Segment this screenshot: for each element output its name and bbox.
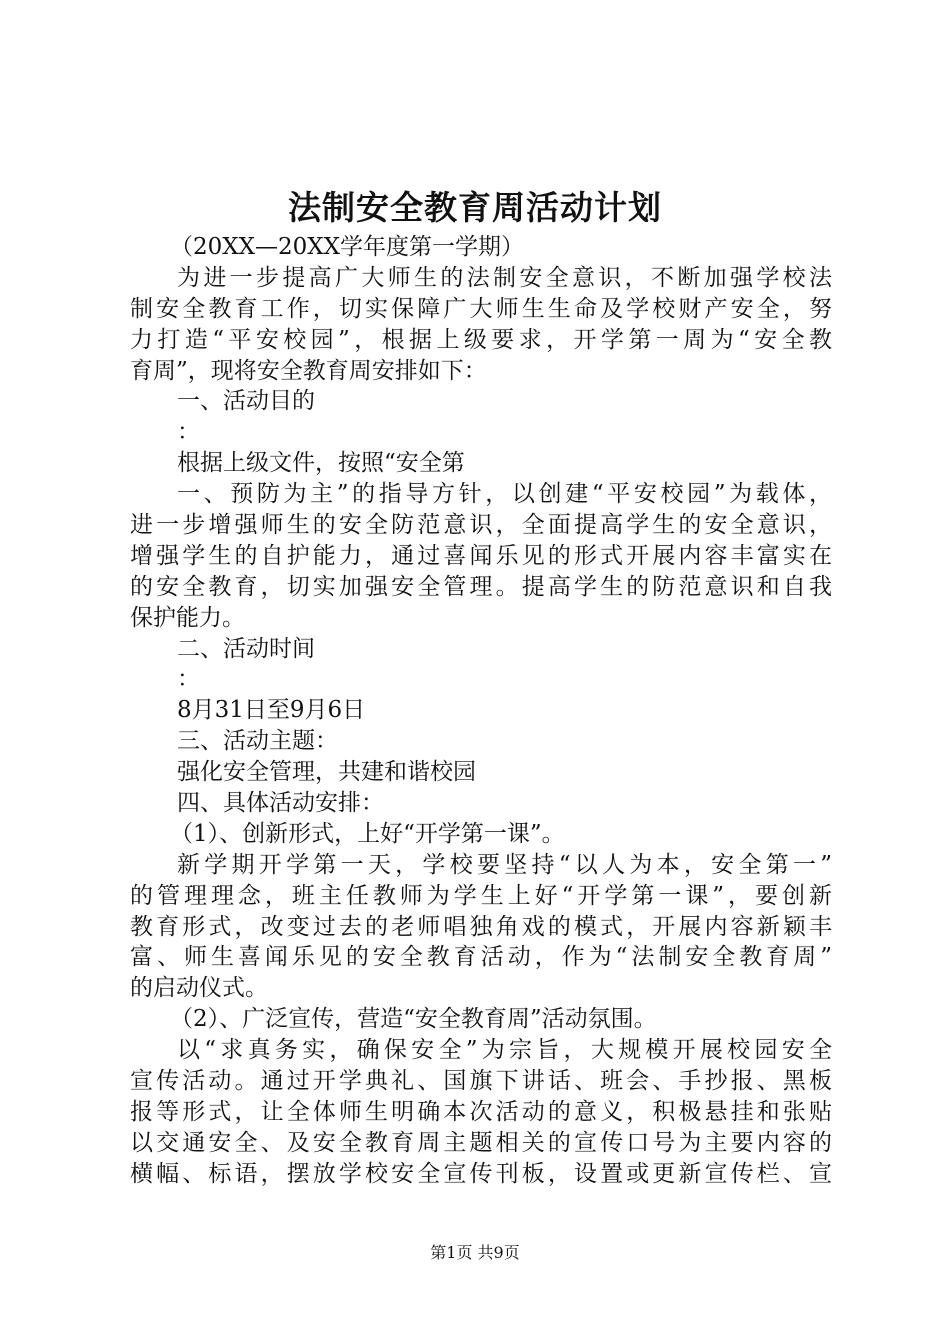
document-title: 法制安全教育周活动计划 (288, 188, 662, 227)
body-line: 报等形式，让全体师生明确本次活动的意义，积极悬挂和张贴 (130, 1098, 832, 1125)
section-heading: 四、具体活动安排： (177, 790, 384, 817)
body-line: 增强学生的自护能力，通过喜闻乐见的形式开展内容丰富实在 (130, 542, 832, 569)
subsection-heading: （2）、广泛宣传，营造“安全教育周”活动氛围。 (170, 1006, 657, 1033)
body-line: 为进一步提高广大师生的法制安全意识，不断加强学校法 (177, 264, 832, 291)
section-heading: 一、活动目的 (177, 388, 315, 415)
body-line: 根据上级文件，按照“安全第 (177, 450, 465, 477)
body-line: 新学期开学第一天，学校要坚持“以人为本，安全第一” (177, 851, 832, 878)
body-line: 制安全教育工作，切实保障广大师生生命及学校财产安全，努 (130, 295, 832, 322)
document-body (130, 232, 832, 1190)
section-heading: 三、活动主题： (177, 728, 338, 755)
body-line: 以“求真务实，确保安全”为宗旨，大规模开展校园安全 (177, 1037, 832, 1064)
body-line: ： (177, 419, 200, 446)
body-line: 宣传活动。通过开学典礼、国旗下讲话、班会、手抄报、黑板 (130, 1068, 832, 1095)
body-line: 一、预防为主”的指导方针，以创建“平安校园”为载体， (177, 481, 832, 508)
body-line: 富、师生喜闻乐见的安全教育活动，作为“法制安全教育周” (130, 944, 832, 971)
body-line: 的管理理念，班主任教师为学生上好“开学第一课”，要创新 (130, 882, 832, 909)
body-line: 的启动仪式。 (130, 975, 268, 1002)
page-footer: 第1页 共9页 (430, 1243, 520, 1262)
body-line: 进一步增强师生的安全防范意识，全面提高学生的安全意识， (130, 512, 832, 539)
body-line: 8月31日至9月6日 (177, 697, 366, 724)
body-line: 育周”，现将安全教育周安排如下： (130, 357, 487, 384)
body-line: ： (177, 666, 200, 693)
body-line: 保护能力。 (130, 604, 245, 631)
body-line: 横幅、标语，摆放学校安全宣传刊板，设置或更新宣传栏、宣 (130, 1160, 832, 1187)
body-line: 强化安全管理，共建和谐校园 (177, 759, 476, 786)
body-line: 的安全教育，切实加强安全管理。提高学生的防范意识和自我 (130, 573, 832, 600)
body-line: 教育形式，改变过去的老师唱独角戏的模式，开展内容新颖丰 (130, 913, 832, 940)
body-line: 以交通安全、及安全教育周主题相关的宣传口号为主要内容的 (130, 1129, 832, 1156)
section-heading: 二、活动时间 (177, 635, 315, 662)
subtitle-line: （20XX—20XX学年度第一学期） (170, 234, 525, 260)
body-line: 力打造“平安校园”，根据上级要求，开学第一周为“安全教 (130, 326, 832, 353)
subsection-heading: （1）、创新形式，上好“开学第一课”。 (170, 820, 565, 847)
